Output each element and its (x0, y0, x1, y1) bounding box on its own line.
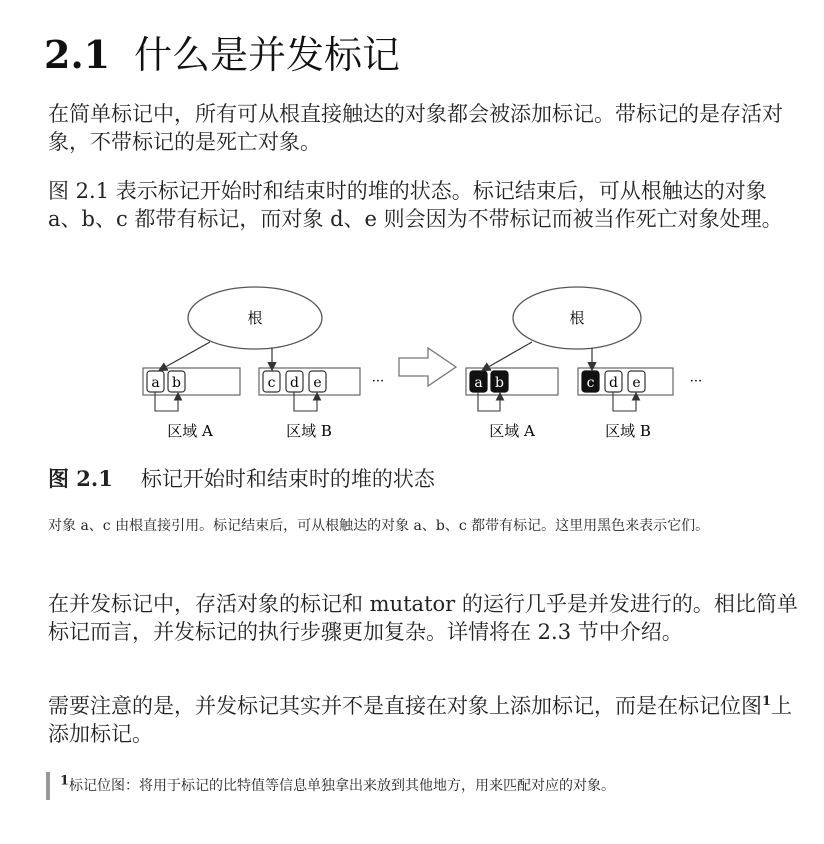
transition-arrow (399, 348, 456, 386)
ellipsis: ··· (371, 374, 385, 389)
figure-caption (48, 463, 435, 493)
paragraph-bitmap-text-1: 需要注意的是，并发标记其实并不是直接在对象上添加标记，而是在标记位图 (48, 694, 762, 718)
object-d-label: d (290, 375, 299, 391)
footnote-reference[interactable]: 1 (762, 694, 772, 709)
object-c-label: c (586, 375, 595, 391)
heap-after (466, 287, 702, 440)
object-e-label: e (313, 375, 322, 391)
object-e-label: e (632, 375, 641, 391)
footnote-text: 标记位图：将用于标记的比特值等信息单独拿出来放到其他地方，用来匹配对应的对象。 (69, 778, 616, 794)
figure-number: 图 2.1 (48, 466, 113, 491)
paragraph-concurrent-marking: 在并发标记中，存活对象的标记和 mutator 的运行几乎是并发进行的。相比简单标记而言，并发标记的执行步骤更加复杂。详情将在 2.3 节中介绍。 (48, 592, 798, 644)
region-b-label: 区域 B (286, 422, 332, 440)
footnote (46, 772, 820, 800)
section-heading (44, 24, 400, 79)
figure-caption-text: 标记开始时和结束时的堆的状态 (140, 467, 435, 491)
root-to-a-arrow (160, 342, 210, 370)
region-a-label: 区域 A (489, 422, 535, 440)
object-d-label: d (609, 375, 618, 391)
object-b-label: b (172, 375, 181, 391)
object-c-label: c (267, 375, 276, 391)
paragraph-bitmap-note (48, 692, 798, 748)
root-label: 根 (569, 309, 585, 327)
paragraph-bitmap-text-2: 上添加标记。 (48, 694, 793, 746)
region-b-label: 区域 B (605, 422, 651, 440)
ellipsis: ··· (689, 374, 703, 389)
footnote-mark: 1 (60, 773, 70, 789)
object-b-label: b (495, 375, 504, 391)
paragraph-simple-marking: 在简单标记中，所有可从根直接触达的对象都会被添加标记。带标记的是存活对象，不带标记的是死亡对象。 (48, 102, 783, 154)
object-a-label: a (151, 375, 160, 391)
region-a-label: 区域 A (167, 422, 213, 440)
root-label: 根 (247, 309, 263, 327)
heap-state-figure (0, 284, 824, 444)
heap-before (143, 287, 384, 440)
section-title: 什么是并发标记 (134, 33, 401, 77)
paragraph-figure-intro: 图 2.1 表示标记开始时和结束时的堆的状态。标记结束后，可从根触达的对象 a、b、c 都带有标记，而对象 d、e 则会因为不带标记而被当作死亡对象处理。 (48, 179, 783, 231)
section-number: 2.1 (44, 32, 111, 77)
object-a-label: a (474, 375, 483, 391)
root-to-a-arrow (483, 342, 532, 370)
figure-note: 对象 a、c 由根直接引用。标记结束后，可从根触达的对象 a、b、c 都带有标记。这里用黑色来表示它们。 (48, 518, 710, 534)
